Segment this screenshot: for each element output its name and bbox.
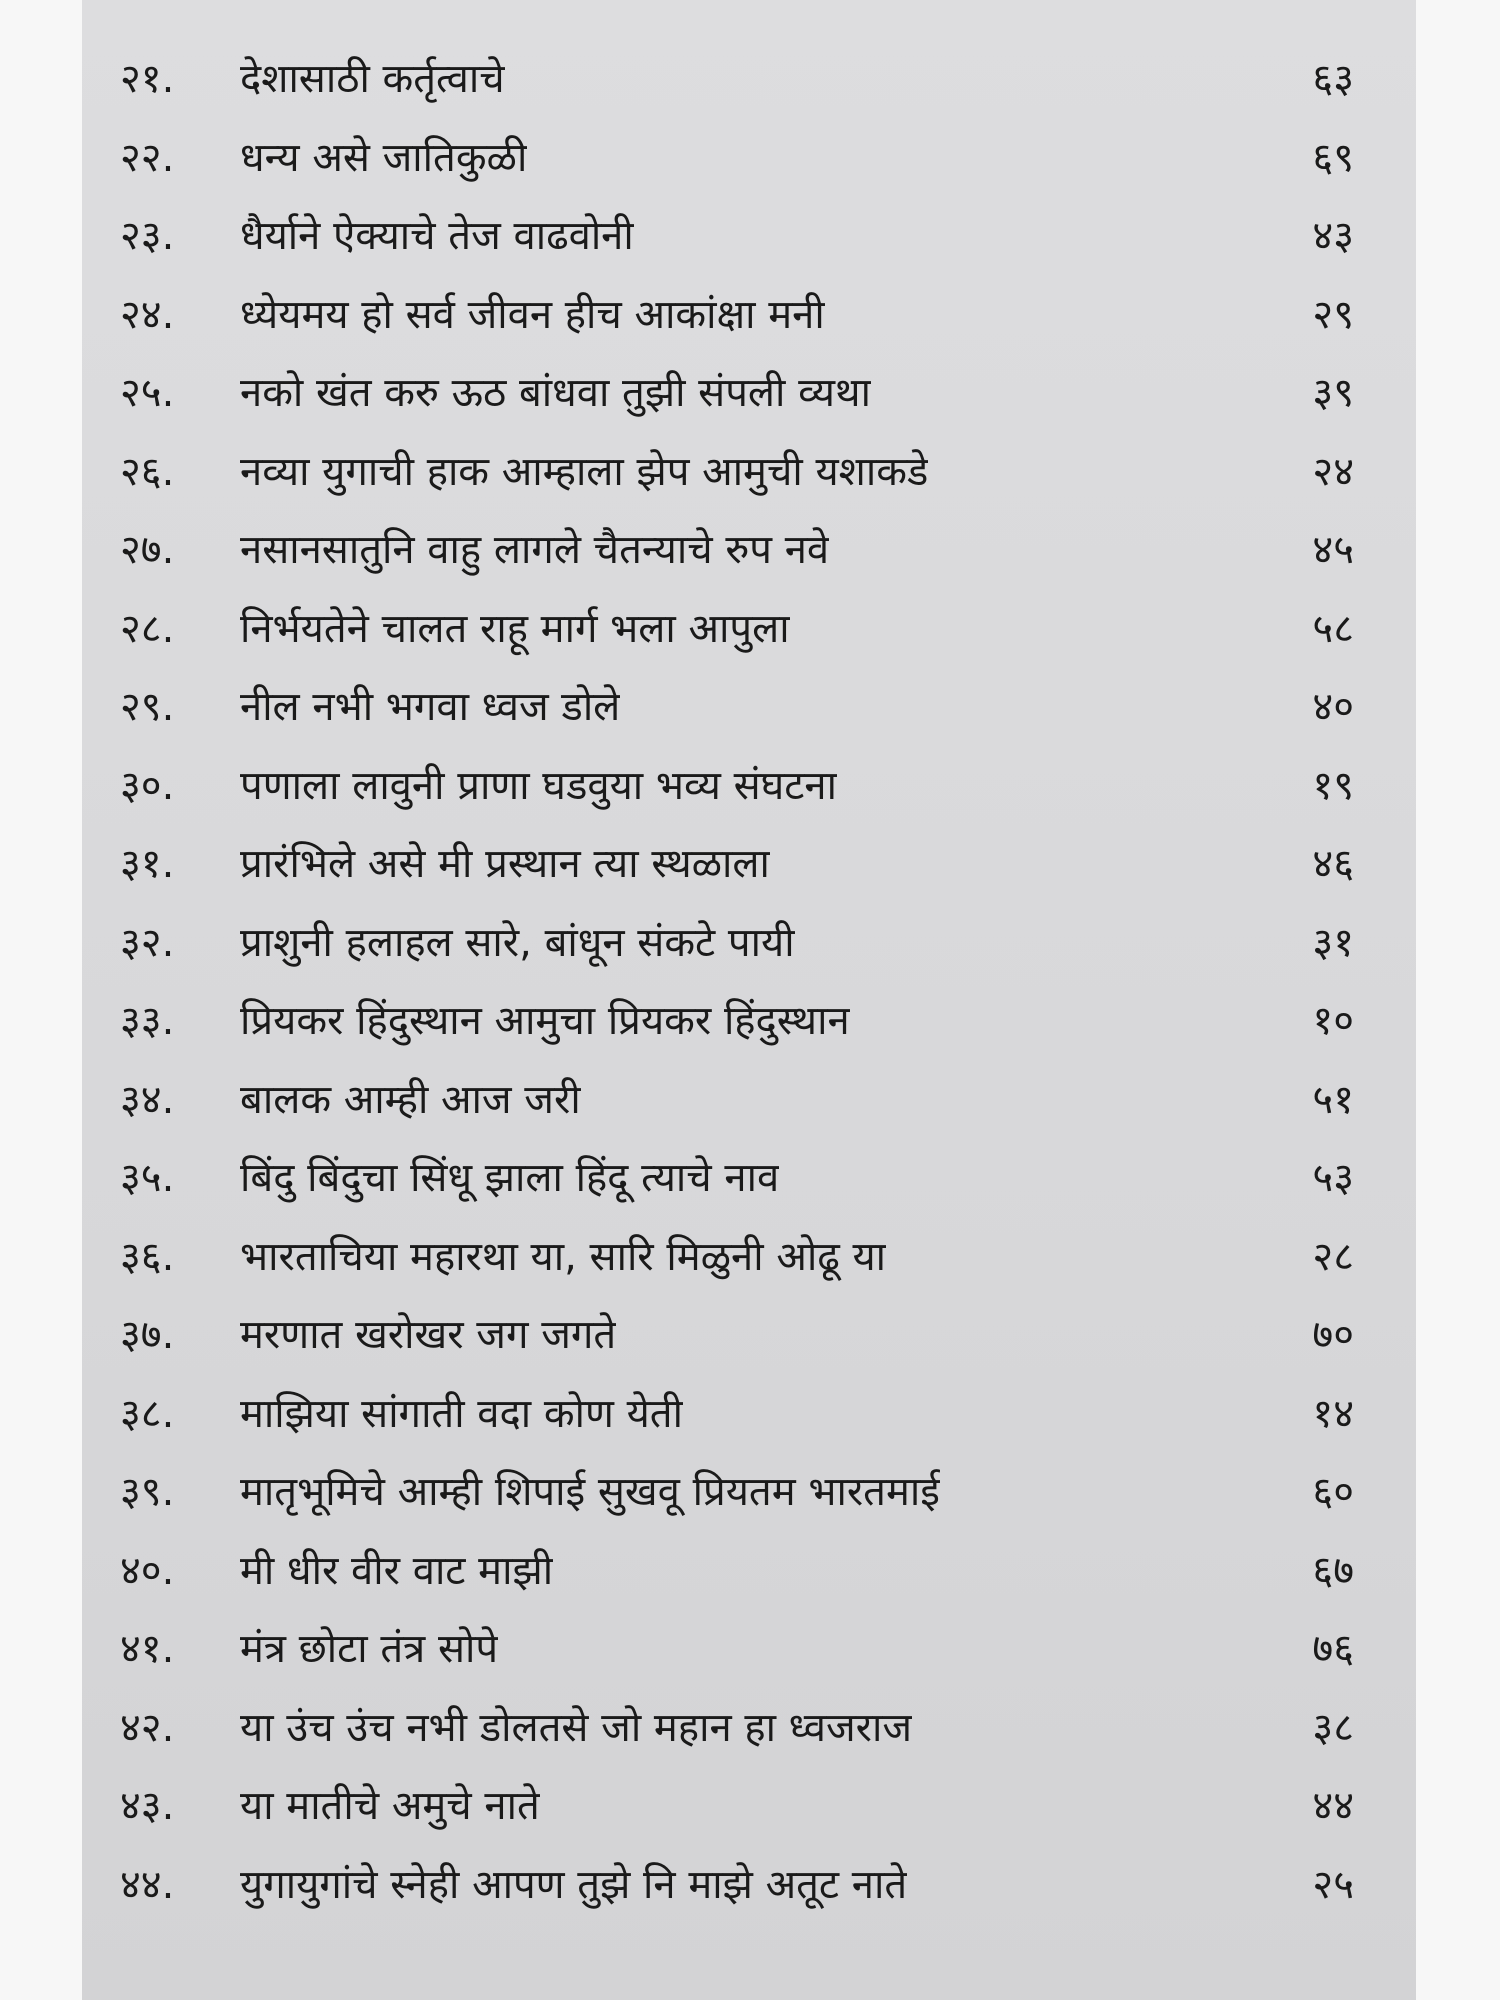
entry-number: ३७. [120, 1312, 175, 1358]
entry-number: ४२. [120, 1704, 175, 1751]
toc-entry [82, 825, 1416, 904]
entry-page-number: १९ [1312, 762, 1354, 809]
entry-page-number: ५८ [1312, 605, 1354, 652]
entry-number: ३२. [120, 919, 175, 966]
entry-number: २७. [120, 527, 175, 573]
entry-number: २९. [120, 684, 175, 730]
entry-number: २१. [120, 56, 175, 102]
entry-number: ३४. [120, 1076, 175, 1123]
entry-page-number: १० [1312, 998, 1354, 1044]
entry-number: २२. [120, 134, 175, 181]
entry-number: ४०. [120, 1547, 175, 1594]
entry-title: ध्येयमय हो सर्व जीवन हीच आकांक्षा मनी [240, 291, 825, 338]
entry-page-number: २५ [1312, 1861, 1354, 1908]
toc-entry [82, 40, 1416, 119]
entry-number: २८. [120, 605, 175, 652]
entry-number: २६. [120, 448, 175, 495]
entry-title: या मातीचे अमुचे नाते [240, 1783, 540, 1829]
entry-page-number: २८ [1312, 1233, 1354, 1280]
entry-title: नसानसातुनि वाहु लागले चैतन्याचे रुप नवे [240, 527, 830, 573]
entry-page-number: २९ [1312, 291, 1354, 338]
entry-page-number: ६९ [1312, 134, 1354, 181]
entry-title: मंत्र छोटा तंत्र सोपे [240, 1626, 499, 1672]
toc-entry [82, 1532, 1416, 1611]
entry-page-number: ४० [1312, 684, 1354, 730]
entry-title: युगायुगांचे स्नेही आपण तुझे नि माझे अतूट नाते [240, 1861, 908, 1908]
entry-number: ३८. [120, 1390, 175, 1437]
entry-title: या उंच उंच नभी डोलतसे जो महान हा ध्वजराज [240, 1704, 913, 1751]
toc-entry [82, 197, 1416, 276]
toc-entry [82, 433, 1416, 512]
entry-title: प्रारंभिले असे मी प्रस्थान त्या स्थळाला [240, 841, 770, 887]
entry-page-number: ४५ [1312, 527, 1354, 573]
toc-entry [82, 668, 1416, 747]
entry-title: देशासाठी कर्तृत्वाचे [240, 56, 505, 102]
toc-entry [82, 1139, 1416, 1218]
entry-page-number: ३८ [1312, 1704, 1354, 1751]
entry-page-number: ३९ [1312, 370, 1354, 416]
entry-number: २४. [120, 291, 175, 338]
toc-entry [82, 590, 1416, 669]
entry-page-number: ६३ [1312, 56, 1354, 102]
entry-title: निर्भयतेने चालत राहू मार्ग भला आपुला [240, 605, 790, 652]
entry-page-number: ६७ [1312, 1547, 1354, 1594]
toc-entry [82, 1453, 1416, 1532]
entry-page-number: ६० [1312, 1469, 1354, 1515]
entry-number: ४४. [120, 1861, 175, 1908]
entry-title: प्रियकर हिंदुस्थान आमुचा प्रियकर हिंदुस्थान [240, 998, 850, 1044]
toc-entry [82, 1375, 1416, 1454]
entry-title: धन्य असे जातिकुळी [240, 134, 528, 181]
toc-entry [82, 1846, 1416, 1925]
toc-entry [82, 747, 1416, 826]
entry-title: मी धीर वीर वाट माझी [240, 1547, 554, 1594]
entry-page-number: ४६ [1312, 841, 1354, 887]
entry-number: ४१. [120, 1626, 175, 1672]
entry-number: ३६. [120, 1233, 175, 1280]
toc-entry [82, 1689, 1416, 1768]
toc-entry [82, 354, 1416, 433]
toc-entry [82, 1296, 1416, 1375]
entry-number: २३. [120, 213, 175, 259]
toc-entry [82, 982, 1416, 1061]
entry-number: ३५. [120, 1155, 175, 1201]
entry-title: भारताचिया महारथा या, सारि मिळुनी ओढू या [240, 1233, 887, 1280]
entry-title: नव्या युगाची हाक आम्हाला झेप आमुची यशाकडे [240, 448, 929, 495]
entry-page-number: १४ [1312, 1390, 1354, 1437]
entry-number: ३०. [120, 762, 175, 809]
entry-title: मातृभूमिचे आम्ही शिपाई सुखवू प्रियतम भारतमाई [240, 1469, 940, 1515]
toc-entry [82, 1767, 1416, 1846]
entry-number: ३१. [120, 841, 175, 887]
entry-page-number: ७० [1312, 1312, 1354, 1358]
entry-title: नील नभी भगवा ध्वज डोले [240, 684, 621, 730]
entry-title: बिंदु बिंदुचा सिंधू झाला हिंदू त्याचे नाव [240, 1155, 780, 1201]
entry-page-number: ४३ [1312, 213, 1354, 259]
entry-page-number: ७६ [1312, 1626, 1354, 1672]
entry-page-number: ३१ [1312, 919, 1354, 966]
book-page [82, 0, 1416, 2000]
entry-number: ३३. [120, 998, 175, 1044]
entry-page-number: ५३ [1312, 1155, 1354, 1201]
entry-title: बालक आम्ही आज जरी [240, 1076, 581, 1123]
table-of-contents [82, 40, 1416, 1924]
toc-entry [82, 276, 1416, 355]
toc-entry [82, 1610, 1416, 1689]
entry-number: ४३. [120, 1783, 175, 1829]
toc-entry [82, 511, 1416, 590]
entry-page-number: ४४ [1312, 1783, 1354, 1829]
entry-title: मरणात खरोखर जग जगते [240, 1312, 617, 1358]
entry-title: माझिया सांगाती वदा कोण येती [240, 1390, 683, 1437]
entry-title: पणाला लावुनी प्राणा घडवुया भव्य संघटना [240, 762, 837, 809]
entry-page-number: ५१ [1312, 1076, 1354, 1123]
toc-entry [82, 119, 1416, 198]
entry-number: २५. [120, 370, 175, 416]
entry-page-number: २४ [1312, 448, 1354, 495]
entry-title: धैर्याने ऐक्याचे तेज वाढवोनी [240, 213, 634, 259]
entry-title: प्राशुनी हलाहल सारे, बांधून संकटे पायी [240, 919, 795, 966]
entry-title: नको खंत करु ऊठ बांधवा तुझी संपली व्यथा [240, 370, 871, 416]
toc-entry [82, 1218, 1416, 1297]
toc-entry [82, 904, 1416, 983]
entry-number: ३९. [120, 1469, 175, 1515]
toc-entry [82, 1061, 1416, 1140]
